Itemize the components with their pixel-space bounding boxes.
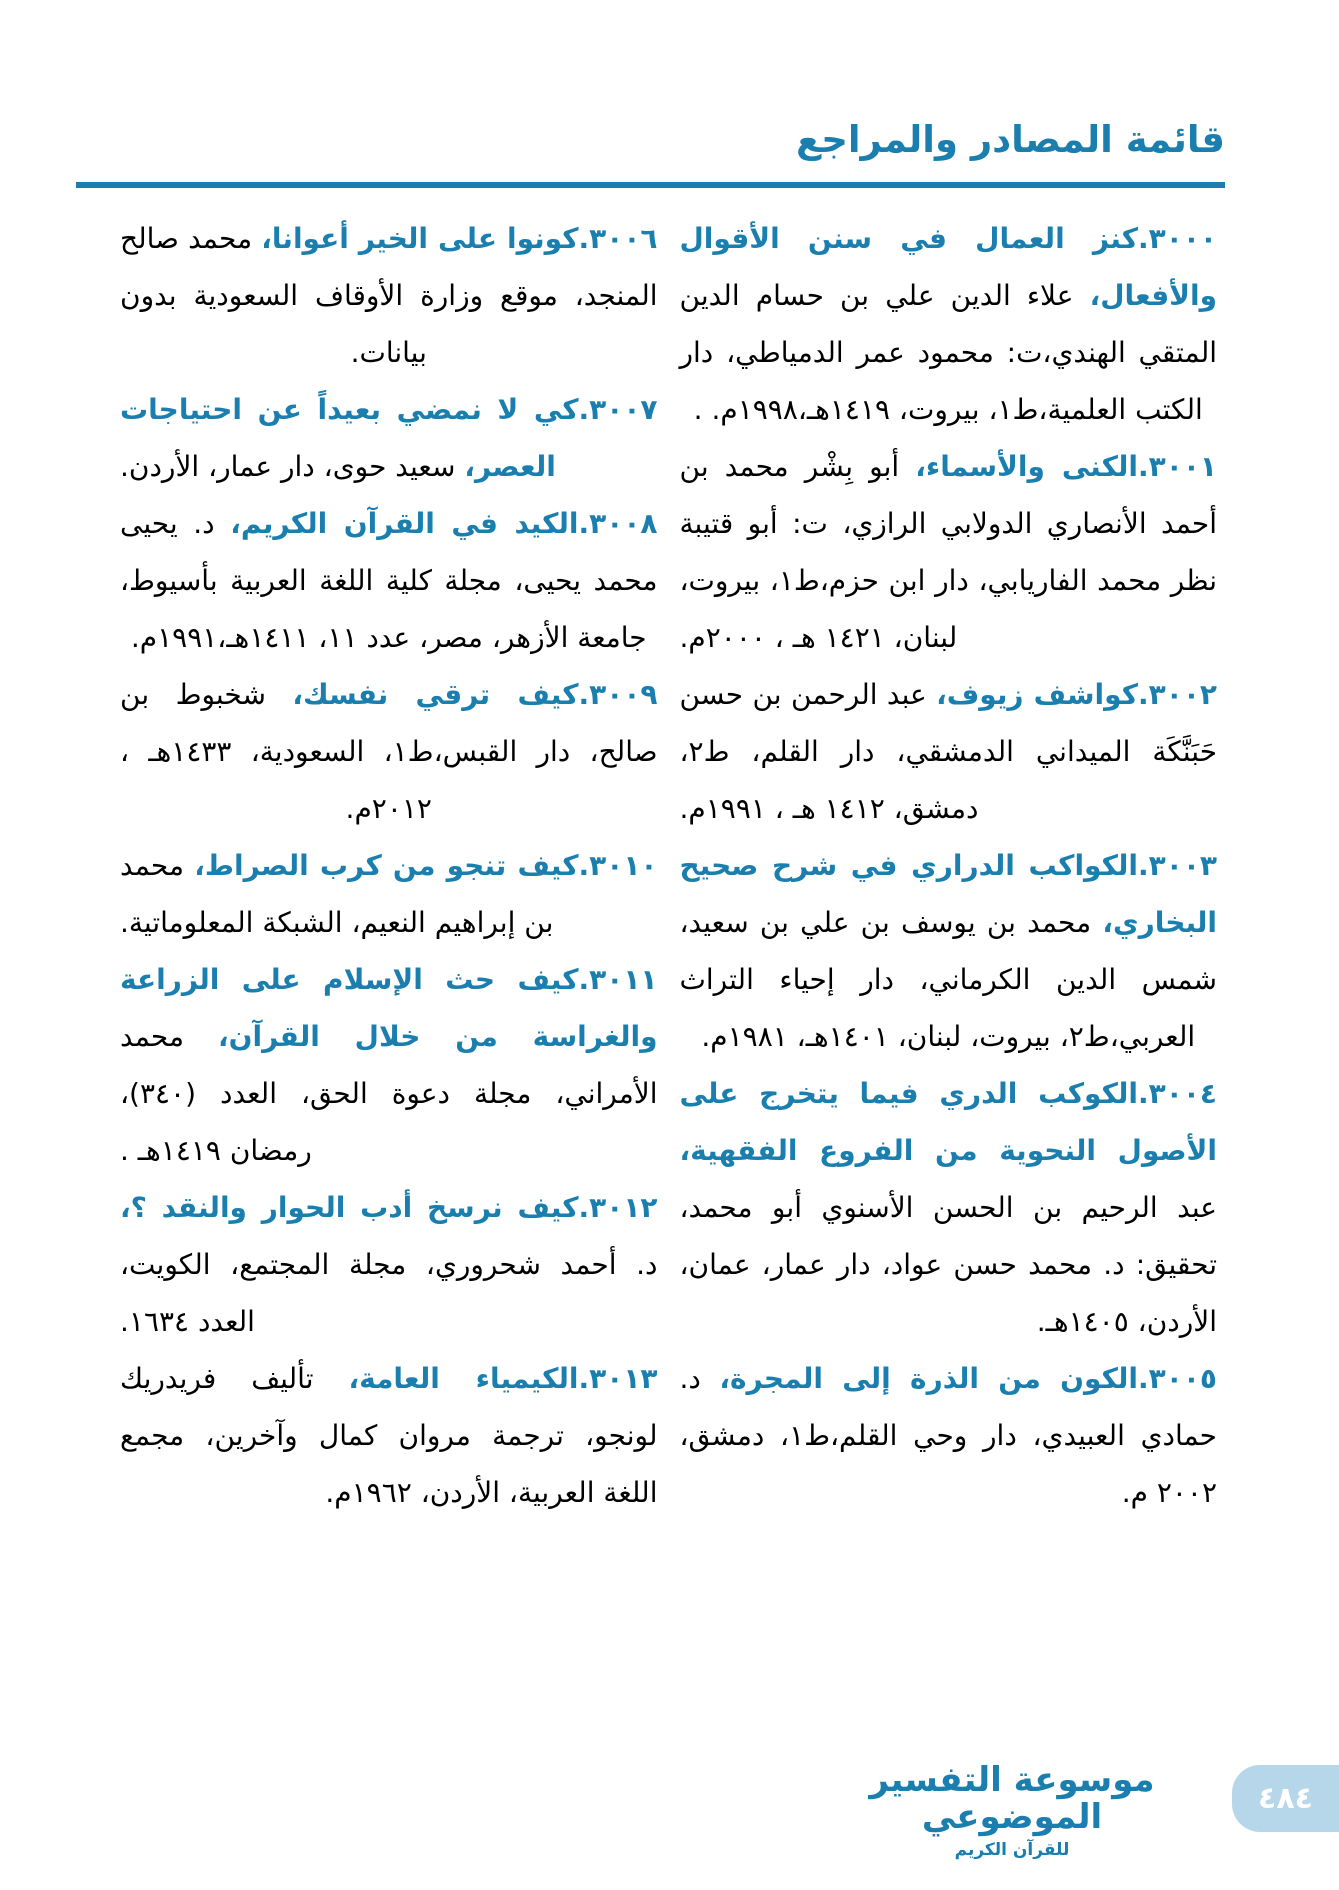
- reference-number-title: ٣٠٠٢.كواشف زيوف،: [936, 678, 1217, 711]
- reference-details: محمد الأمراني، مجلة دعوة الحق، العدد (٣٤٠)، رمضان ١٤١٩هـ .: [120, 1020, 658, 1167]
- reference-details: د. حمادي العبيدي، دار وحي القلم،ط١، دمشق، ٢٠٠٢ م.: [679, 1362, 1217, 1509]
- reference-entry: [680, 438, 1218, 666]
- page-title: قائمة المصادر والمراجع: [795, 118, 1225, 161]
- reference-details: شخبوط بن صالح، دار القبس،ط١، السعودية، ١٤٣٣هـ ، ٢٠١٢م.: [120, 678, 658, 825]
- reference-entry: [120, 951, 658, 1179]
- reference-number-title: ٣٠٠٤.الكوكب الدري فيما يتخرج على الأصول النحوية من الفروع الفقهية،: [679, 1077, 1217, 1167]
- reference-details: عبد الرحمن بن حسن حَبَنَّكَة الميداني الدمشقي، دار القلم، ط٢، دمشق، ١٤١٢ هـ ، ١٩٩١م.: [679, 678, 1217, 825]
- reference-entry: [680, 210, 1218, 438]
- encyclopedia-logo: [842, 1762, 1182, 1859]
- reference-entry: [120, 210, 658, 381]
- reference-details: محمد بن يوسف بن علي بن سعيد، شمس الدين الكرماني، دار إحياء التراث العربي،ط٢، بيروت، لبنان، ١٤٠١هـ، ١٩٨١م.: [679, 906, 1217, 1053]
- reference-entry: [120, 837, 658, 951]
- reference-details: سعيد حوى، دار عمار، الأردن.: [120, 450, 456, 483]
- reference-number-title: ٣٠٠٨.الكيد في القرآن الكريم،: [230, 507, 658, 540]
- logo-sub-text: للقرآن الكريم: [954, 1839, 1070, 1860]
- reference-number-title: ٣٠١٢.كيف نرسخ أدب الحوار والنقد ؟،: [120, 1191, 658, 1224]
- reference-entry: [120, 495, 658, 666]
- reference-details: علاء الدين علي بن حسام الدين المتقي الهندي،ت: محمود عمر الدمياطي، دار الكتب العلمية،ط١، بيروت، ١٤١٩هـ،١٩٩٨م. .: [679, 279, 1217, 426]
- reference-entry: [120, 666, 658, 837]
- reference-number-title: ٣٠٠٩.كيف ترقي نفسك،: [292, 678, 658, 711]
- reference-number-title: ٣٠١٠.كيف تنجو من كرب الصراط،: [194, 849, 658, 882]
- column-right: [680, 210, 1218, 1521]
- reference-details: د. يحيى محمد يحيى، مجلة كلية اللغة العربية بأسيوط، جامعة الأزهر، مصر، عدد ١١، ١٤١١هـ،١٩٩١م.: [120, 507, 658, 654]
- reference-number-title: ٣٠٠٦.كونوا على الخير أعوانا،: [261, 222, 658, 255]
- reference-details: محمد صالح المنجد، موقع وزارة الأوقاف السعودية بدون بيانات.: [120, 222, 658, 369]
- reference-entry: [680, 1065, 1218, 1350]
- reference-number-title: ٣٠٠٥.الكون من الذرة إلى المجرة،: [719, 1362, 1217, 1395]
- reference-number-title: ٣٠١١.كيف حث الإسلام على الزراعة والغراسة من خلال القرآن،: [120, 963, 658, 1053]
- page-number-badge: [1232, 1765, 1339, 1832]
- reference-entry: [120, 381, 658, 495]
- reference-entry: [680, 666, 1218, 837]
- reference-number-title: ٣٠٠٧.كي لا نمضي بعيداً عن احتياجات العصر،: [120, 393, 658, 483]
- column-left: [120, 210, 658, 1521]
- reference-columns: [120, 210, 1217, 1521]
- reference-entry: [680, 1350, 1218, 1521]
- logo-main-text: موسوعة التفسير الموضوعي: [869, 1760, 1155, 1838]
- page-number: ٤٨٤: [1258, 1781, 1313, 1816]
- reference-details: عبد الرحيم بن الحسن الأسنوي أبو محمد، تحقيق: د. محمد حسن عواد، دار عمار، عمان، الأردن، ١٤٠٥هـ.: [679, 1191, 1217, 1338]
- reference-number-title: ٣٠١٣.الكيمياء العامة،: [348, 1362, 658, 1395]
- reference-number-title: ٣٠٠٣.الكواكب الدراري في شرح صحيح البخاري،: [679, 849, 1217, 939]
- reference-number-title: ٣٠٠٠.كنز العمال في سنن الأقوال والأفعال،: [679, 222, 1218, 312]
- reference-entry: [120, 1179, 658, 1350]
- reference-entry: [680, 837, 1218, 1065]
- reference-details: محمد بن إبراهيم النعيم، الشبكة المعلوماتية.: [120, 849, 554, 939]
- reference-details: د. أحمد شحروري، مجلة المجتمع، الكويت، العدد ١٦٣٤.: [120, 1248, 658, 1338]
- reference-number-title: ٣٠٠١.الكنى والأسماء،: [915, 450, 1217, 483]
- reference-entry: [120, 1350, 658, 1521]
- header-divider: [76, 182, 1225, 188]
- reference-details: تأليف فريدريك لونجو، ترجمة مروان كمال وآخرين، مجمع اللغة العربية، الأردن، ١٩٦٢م.: [120, 1362, 658, 1509]
- reference-details: أبو بِشْر محمد بن أحمد الأنصاري الدولابي الرازي، ت: أبو قتيبة نظر محمد الفاريابي، دار ابن حزم،ط١، بيروت، لبنان، ١٤٢١ هـ ، ٢٠٠٠م.: [679, 450, 1218, 654]
